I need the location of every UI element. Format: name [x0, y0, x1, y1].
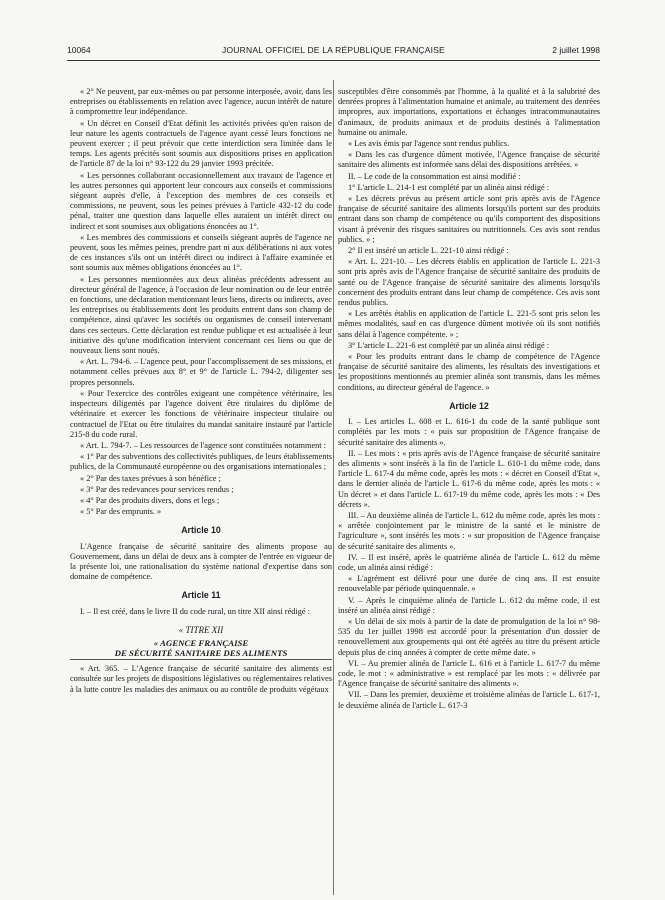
list-item: « 1° Par des subventions des collectivités publiques, de leurs établissements publics, de la Communauté européenne ou des organisations internationales ;: [70, 452, 332, 472]
paragraph: « Pour les produits entrant dans le champ de compétence de l'Agence française de sécurité sanitaire des aliments, les résultats des investigations et les propositions mentionnés au premier alinéa sont transmis, dans les mêmes conditions, au directeur général de l'agence. »: [338, 352, 600, 392]
paragraph: III. – Au deuxième alinéa de l'article L. 612 du même code, après les mots : « arrêtée conjointement par le ministre de la santé et le ministre de l'agriculture », sont insérés les mots : « sur proposition de l'Agence française de sécurité sanitaire des aliments ».: [338, 510, 600, 551]
list-item: « 2° Par des taxes prévues à son bénéfice ;: [80, 473, 221, 483]
paragraph: II. – Le code de la consommation est ainsi modifié :: [348, 171, 521, 181]
paragraph: IV. – Il est inséré, après le quatrième alinéa de l'article L. 612 du même code, un alinéa ainsi rédigé :: [338, 552, 600, 572]
paragraph: susceptibles d'être consommés par l'homme, à la qualité et à la salubrité des denrées propres à l'alimentation humaine et animale, au traitement des denrées impropres, aux importations, exportations et échanges intracommunautaires d'animaux, de produits animaux et de produits destinés à l'alimentation humaine ou animale.: [338, 87, 600, 137]
paragraph: « Pour l'exercice des contrôles exigeant une compétence vétérinaire, les inspecteurs diligentés par l'agence doivent être titulaires du diplôme de vétérinaire et exercer les fonctions de vétérinaire inspecteur titulaire ou contractuel de l'Etat ou être titulaires du mandat sanitaire instauré par l'article 215-8 du code rural.: [70, 388, 332, 439]
list-item: « 4° Par des produits divers, dons et legs ;: [80, 495, 220, 505]
paragraph: I. – Les articles L. 608 et L. 616-1 du code de la santé publique sont complétés par les mots : « puis sur proposition de l'Agence française de sécurité sanitaire des aliments ».: [338, 417, 600, 447]
paragraph: « Les avis émis par l'agence sont rendus publics.: [348, 139, 510, 149]
header-rule: [67, 60, 600, 61]
paragraph: « Un décret en Conseil d'Etat définit les activités privées qu'en raison de leur nature les agents contractuels de l'agence ayant cessé leurs fonctions ne peuvent exercer ; il peut prévoir que cette interdiction sera limitée dans le temps. Les agents précités sont soumis aux dispositions prises en application de l'article 87 de la loi n° 93-122 du 29 janvier 1993 précitée.: [70, 118, 332, 169]
column-divider: [333, 80, 334, 895]
paragraph: « L'agrément est délivré pour une durée de cinq ans. Il est ensuite renouvelable par période quinquennale. »: [338, 574, 600, 594]
page-number: 10064: [67, 45, 91, 55]
paragraph: « Art. 365. – L'Agence française de sécurité sanitaire des aliments est consultée sur les projets de dispositions législatives ou réglementaires relatives à la lutte contre les maladies des animaux ou au contrôle de produits végétaux: [70, 664, 332, 694]
left-column: [70, 87, 332, 897]
paragraph: « Les membres des commissions et conseils siégeant auprès de l'agence ne peuvent, sous les mêmes peines, prendre part ni aux délibérations ni aux votes de ces instances s'ils ont un intérêt direct ou indirect à l'affaire examinée et sont soumis aux mêmes obligations énoncées au 1°.: [70, 232, 332, 273]
paragraph: II. – Les mots : « pris après avis de l'Agence française de sécurité sanitaire des aliments » sont insérés à la fin de l'article L. 610-1 du même code, dans l'article L. 617-4 du même code, après les mots : « décret en Conseil d'Etat », dans le dernier alinéa de l'article L. 617-6 du même code, après les mots : « Un décret » et dans l'article L. 617-19 du même code, après les mots : « Des décrets ».: [338, 448, 600, 509]
paragraph: « Les arrêtés établis en application de l'article L. 221-5 sont pris selon les mêmes modalités, sauf en cas d'urgence dûment motivée où ils sont notifiés sans délai à l'agence compétente. » ;: [338, 309, 600, 339]
article-10-heading: Article 10: [181, 525, 221, 536]
paragraph: « Un délai de six mois à partir de la date de promulgation de la loi n° 98-535 du 1er juillet 1998 est accordé pour la présentation d'un dossier de renouvellement aux groupements qui ont été agréés au titre du présent article depuis plus de cinq années à compter de cette même date. »: [338, 616, 600, 657]
paragraph: VI. – Au premier alinéa de l'article L. 616 et à l'article L. 617-7 du même code, le mot : « administrative » est remplacé par les mots : « délivrée par l'Agence française de sécurité sanitaire des aliments ».: [338, 658, 600, 689]
paragraph: « Art. L. 794-7. – Les ressources de l'agence sont constituées notamment :: [80, 440, 326, 450]
paragraph: VII. – Dans les premier, deuxième et troisième alinéas de l'article L. 617-1, le deuxième alinéa de l'article L. 617-3: [338, 690, 600, 710]
list-item: « 3° Par des redevances pour services rendus ;: [80, 484, 234, 494]
paragraph: « 2° Ne peuvent, par eux-mêmes ou par personne interposée, avoir, dans les entreprises ou établissements en relation avec l'agence, aucun intérêt de nature à compromettre leur indépendance.: [70, 87, 332, 117]
paragraph: « Art. L. 221-10. – Les décrets établis en application de l'article L. 221-3 sont pris après avis de l'Agence française de sécurité sanitaire des produits de santé ou de l'Agence française de sécurité sanitaire des aliments lorsqu'ils concernent des produits entrant dans leur champ de compétence. Ces avis sont rendus publics.: [338, 257, 600, 308]
article-11-heading: Article 11: [181, 590, 221, 601]
page-header: [67, 45, 600, 59]
paragraph: 3° L'article L. 221-6 est complété par un alinéa ainsi rédigé :: [348, 340, 550, 350]
list-item: « 5° Par des emprunts. »: [80, 507, 162, 517]
titre-heading: « TITRE XII: [178, 624, 224, 635]
agence-heading-line2: DE SÉCURITÉ SANITAIRE DES ALIMENTS: [70, 648, 332, 660]
paragraph: « Les personnes collaborant occasionnellement aux travaux de l'agence et les autres personnes qui apportent leur concours aux conseils et commissions siégeant auprès d'elle, à l'exception des membres de ces conseils et commissions, ne peuvent, sous les peines prévues à l'article 432-12 du code pénal, traiter une question dans laquelle elles auraient un intérêt direct ou indirect et sont soumises aux obligations énoncées au 1°.: [70, 170, 332, 231]
article-12-heading: Article 12: [449, 400, 489, 411]
issue-date: 2 juillet 1998: [552, 45, 600, 55]
paragraph: V. – Après le cinquième alinéa de l'article L. 612 du même code, il est inséré un alinéa ainsi rédigé :: [338, 595, 600, 615]
paragraph: 2° Il est inséré un article L. 221-10 ainsi rédigé :: [348, 246, 509, 256]
paragraph: « Les décrets prévus au présent article sont pris après avis de l'Agence française de sécurité sanitaire des aliments lorsqu'ils portent sur des produits entrant dans son champ de compétence ou qu'ils comportent des dispositions visant à prévenir des risques sanitaires ou nutritionnels. Ces avis sont rendus publics. » ;: [338, 194, 600, 244]
paragraph: « Dans les cas d'urgence dûment motivée, l'Agence française de sécurité sanitaire des aliments est informée sans délai des dispositions arrêtées. »: [338, 150, 600, 170]
journal-title: JOURNAL OFFICIEL DE LA RÉPUBLIQUE FRANÇAISE: [222, 45, 445, 55]
paragraph: « Art. L. 794-6. – L'agence peut, pour l'accomplissement de ses missions, et notamment celles prévues aux 8° et 9° de l'article L. 794-2, diligenter ses propres personnels.: [70, 357, 332, 387]
paragraph: I. – Il est créé, dans le livre II du code rural, un titre XII ainsi rédigé :: [80, 606, 310, 616]
right-column: [338, 87, 600, 897]
paragraph: 1° L'article L. 214-1 est complété par un alinéa ainsi rédigé :: [348, 182, 550, 192]
agence-heading-line1: « AGENCE FRANÇAISE: [153, 637, 249, 648]
paragraph: L'Agence française de sécurité sanitaire des aliments propose au Gouvernement, dans un délai de deux ans à compter de l'entrée en vigueur de la présente loi, une rationalisation du système national d'expertise dans son domaine de compétence.: [70, 541, 332, 582]
paragraph: « Les personnes mentionnées aux deux alinéas précédents adressent au directeur général de l'agence, à l'occasion de leur nomination ou de leur entrée en fonctions, une déclaration mentionnant leurs liens, directs ou indirects, avec les entreprises ou établissements dont les produits entrent dans son champ de compétence, ainsi qu'avec les sociétés ou organismes de conseil intervenant dans ces secteurs. Cette déclaration est rendue publique et est actualisée à leur initiative dès qu'une modification intervient concernant ces liens ou que de nouveaux liens sont noués.: [70, 274, 332, 356]
